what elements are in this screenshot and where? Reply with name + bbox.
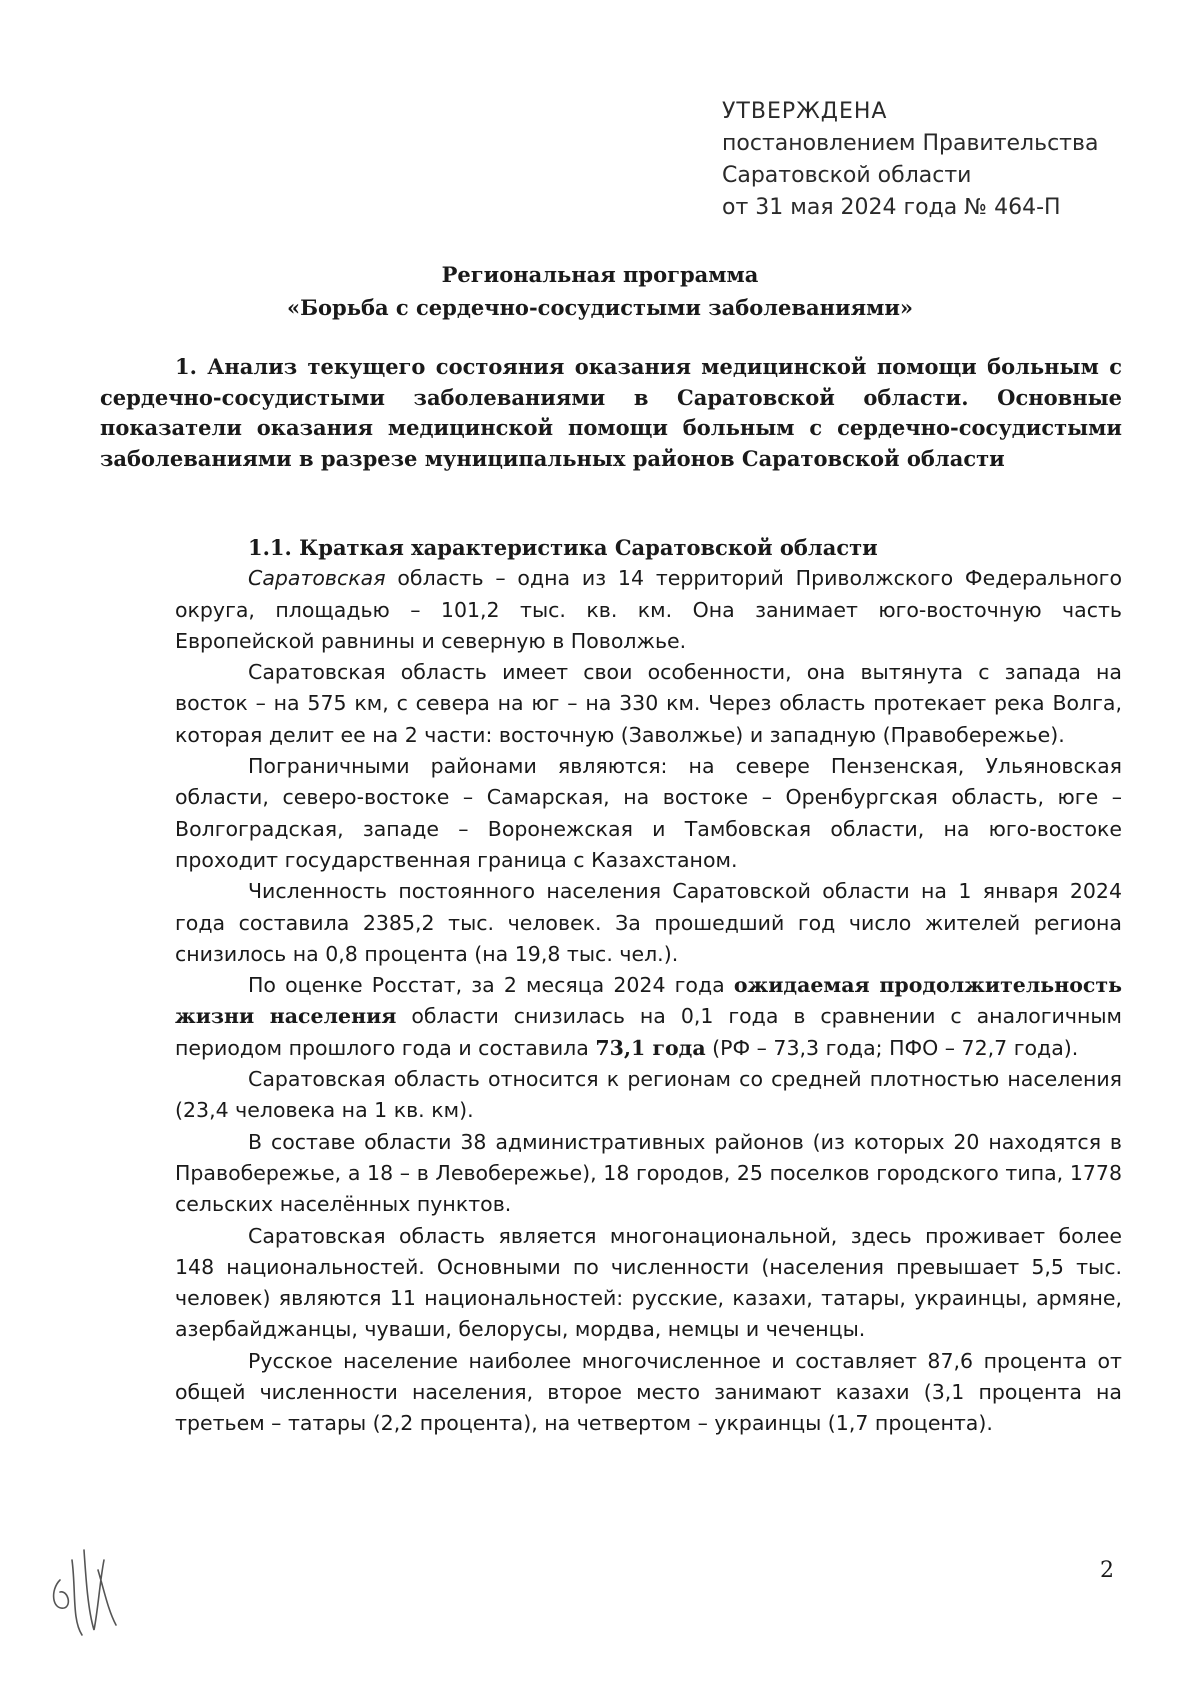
paragraph-4: Численность постоянного населения Саратовской области на 1 января 2024 года составила 2385,2 тыс. человек. За прошедший год число жителей региона снизилось на 0,8 процента (на 19,8 тыс. чел.). [175,879,1122,966]
document-body [175,532,1122,1440]
approval-line-decree: постановлением Правительства [722,131,1099,156]
paragraph-5-bold-value: 73,1 года [595,1035,706,1060]
approval-line-date: от 31 мая 2024 года № 464-П [722,195,1061,220]
paragraph-8: Саратовская область является многонациональной, здесь проживает более 148 национальностей. Основными по численности (населения превышает 5,5 тыс. человек) являются 11 национальностей: русские, казахи, татары, украинцы, армяне, азербайджанцы, чуваши, белорусы, мордва, немцы и чеченцы. [175,1223,1122,1342]
section-1 [100,352,1122,474]
paragraph-1 [175,563,1122,657]
paragraph-5-c: области снизилась на 0,1 года в сравнении с аналогичным периодом прошлого года и составила [175,1004,1122,1060]
approval-block [722,96,1162,224]
paragraph-2: Саратовская область имеет свои особенности, она вытянута с запада на восток – на 575 км, с севера на юг – на 330 км. Через область протекает река Волга, которая делит ее на 2 части: восточную (Заволжье) и западную (Правобережье). [175,660,1122,747]
approval-stamp: УТВЕРЖДЕНА [722,99,888,124]
paragraph-1-text: область – одна из 14 территорий Приволжского Федерального округа, площадью – 101,2 тыс. кв. км. Она занимает юго-восточную часть Европейской равнины и северную в Поволжье. [175,566,1122,653]
paragraph-9: Русское население наиболее многочисленное и составляет 87,6 процента от общей численности населения, второе место занимают казахи (3,1 процента на третьем – татары (2,2 процента), на четвертом – украинцы (1,7 процента). [175,1348,1122,1436]
section-1-heading: 1. Анализ текущего состояния оказания медицинской помощи больным с сердечно-сосудистыми заболеваниями в Саратовской области. Основные показатели оказания медицинской помощи больным с сердечно-сосудистыми заболеваниями в разрезе муниципальных районов Саратовской области [100,354,1122,471]
paragraph-6: Саратовская область относится к регионам со средней плотностью населения (23,4 человека на 1 кв. км). [175,1067,1122,1123]
paragraph-5 [175,970,1122,1064]
page-number: 2 [1100,1558,1114,1583]
subsection-heading: 1.1. Краткая характеристика Саратовской области [248,535,878,560]
paragraph-1-italic: Саратовская [248,566,386,591]
title-line-2: «Борьба с сердечно-сосудистыми заболеваниями» [286,295,914,320]
approval-line-region: Саратовской области [722,163,972,188]
paragraph-5-bold-life-expectancy: ожидаемая продолжительность жизни населения [175,973,1122,1029]
handwritten-signature [42,1530,132,1650]
paragraph-7: В составе области 38 административных районов (из которых 20 находятся в Правобережье, а 18 – в Левобережье), 18 городов, 25 поселков городского типа, 1778 сельских населённых пунктов. [175,1129,1122,1217]
paragraph-5-e: (РФ – 73,3 года; ПФО – 72,7 года). [705,1035,1079,1060]
paragraph-3: Пограничными районами являются: на севере Пензенская, Ульяновская области, северо-востоке – Самарская, на востоке – Оренбургская область, юге – Волгоградская, западе – Воронежская и Тамбовская области, на юго-востоке проходит государственная граница с Казахстаном. [175,754,1122,872]
document-title [100,258,1100,324]
title-line-1: Региональная программа [441,262,759,287]
paragraph-5-a: По оценке Росстат, за 2 месяца 2024 года [248,973,734,998]
